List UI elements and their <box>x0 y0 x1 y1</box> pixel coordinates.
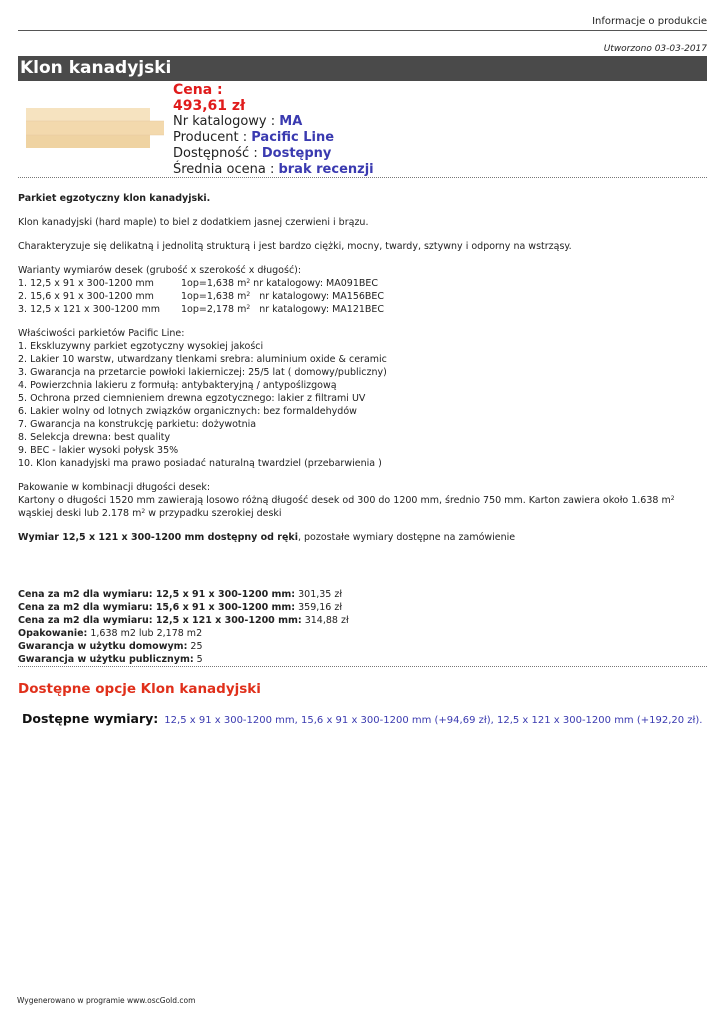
price-list <box>18 588 349 666</box>
variant-cat: nr katalogowy: MA156BEC <box>250 291 385 302</box>
prop-item: 6. Lakier wolny od lotnych związków organicznych: bez formaldehydów <box>18 406 357 417</box>
packing-text <box>18 494 708 520</box>
price-row-value: 314,88 zł <box>301 615 349 626</box>
footer-text: Wygenerowano w programie www.oscGold.com <box>17 996 196 1005</box>
description-p1: Klon kanadyjski (hard maple) to biel z dodatkiem jasnej czerwieni i brązu. <box>18 217 369 228</box>
rating-label: Średnia ocena : <box>173 162 275 177</box>
stock-rest: , pozostałe wymiary dostępne na zamówienie <box>297 532 516 543</box>
created-date: Utworzono 03-03-2017 <box>603 44 707 54</box>
prop-item: 1. Ekskluzywny parkiet egzotyczny wysokiej jakości <box>18 341 264 352</box>
divider-1 <box>18 177 707 178</box>
variant-dim: 1. 12,5 x 91 x 300-1200 mm <box>18 278 154 289</box>
price-row-label: Cena za m2 dla wymiaru: 15,6 x 91 x 300-1200 mm: <box>18 602 296 613</box>
catalog-label: Nr katalogowy : <box>173 114 276 129</box>
price-row <box>18 640 349 653</box>
price-row-label: Cena za m2 dla wymiaru: 12,5 x 121 x 300-1200 mm: <box>18 615 302 626</box>
variant-cat: nr katalogowy: MA121BEC <box>250 304 385 315</box>
availability-row <box>173 146 374 162</box>
price-row-label: Opakowanie: <box>18 628 88 639</box>
availability-value: Dostępny <box>261 146 332 161</box>
variant-cat: nr katalogowy: MA091BEC <box>250 278 379 289</box>
dims-value: 12,5 x 91 x 300-1200 mm, 15,6 x 91 x 300-1200 mm (+94,69 zł), 12,5 x 121 x 300-1200 mm (+192,20 zł). <box>164 715 703 726</box>
price-row-value: 1,638 m2 lub 2,178 m2 <box>87 628 203 639</box>
price-row <box>18 601 349 614</box>
price-row-value: 301,35 zł <box>295 589 343 600</box>
rating-row <box>173 162 374 178</box>
packing-a: Kartony o długości 1520 mm zawierają losowo różną długość desek od 300 do 1200 mm, średnio 750 mm. Karton zawiera około 1.638 m <box>18 495 671 506</box>
stock-bold: Wymiar 12,5 x 121 x 300-1200 mm dostępny od ręki <box>18 532 298 543</box>
props-heading: Właściwości parkietów Pacific Line: <box>18 328 185 339</box>
price-row-label: Cena za m2 dla wymiaru: 12,5 x 91 x 300-1200 mm: <box>18 589 296 600</box>
producer-label: Producent : <box>173 130 248 145</box>
description-p2: Charakteryzuje się delikatną i jednolitą strukturą i jest bardzo ciężki, mocny, twardy, sztywny i odporny na wstrząsy. <box>18 241 572 252</box>
price-row <box>18 627 349 640</box>
price-row-value: 359,16 zł <box>295 602 343 613</box>
description-heading: Parkiet egzotyczny klon kanadyjski. <box>18 193 211 204</box>
options-title: Dostępne opcje Klon kanadyjski <box>18 681 261 697</box>
price-row-value: 5 <box>193 654 203 665</box>
sup: 2 <box>246 304 251 311</box>
prop-item: 8. Selekcja drewna: best quality <box>18 432 171 443</box>
rating-value[interactable]: brak recenzji <box>278 162 374 177</box>
plank-2 <box>26 121 164 135</box>
sup: 2 <box>246 278 251 285</box>
packing-c: w przypadku szerokiej deski <box>145 508 282 519</box>
catalog-value: MA <box>279 114 303 129</box>
price-row <box>18 614 349 627</box>
divider-2 <box>18 666 707 667</box>
section-header: Informacje o produkcie <box>592 16 707 27</box>
product-info <box>173 82 374 178</box>
prop-item: 7. Gwarancja na konstrukcję parkietu: dożywotnia <box>18 419 257 430</box>
packing-heading: Pakowanie w kombinacji długości desek: <box>18 482 211 493</box>
variant-row <box>18 303 708 316</box>
price-row <box>18 653 349 666</box>
plank-1 <box>26 108 150 121</box>
prop-item: 4. Powierzchnia lakieru z formułą: antybakteryjną / antypoślizgową <box>18 380 337 391</box>
price-row-label: Gwarancja w użytku domowym: <box>18 641 188 652</box>
stock-note <box>18 531 708 544</box>
top-divider <box>18 30 707 31</box>
producer-row <box>173 130 374 146</box>
price-row-label: Gwarancja w użytku publicznym: <box>18 654 194 665</box>
price-row-value: 25 <box>187 641 203 652</box>
prop-item: 9. BEC - lakier wysoki połysk 35% <box>18 445 179 456</box>
producer-value[interactable]: Pacific Line <box>251 130 335 145</box>
dims-label: Dostępne wymiary: <box>22 711 159 726</box>
prop-item: 3. Gwarancja na przetarcie powłoki lakierniczej: 25/5 lat ( domowy/publiczny) <box>18 367 387 378</box>
sup: 2 <box>246 291 251 298</box>
available-dimensions <box>22 711 702 726</box>
packing-b: wąskiej deski lub 2.178 m <box>18 508 142 519</box>
variant-row <box>18 290 708 303</box>
variant-op: 1op=1,638 m <box>181 278 247 289</box>
product-description <box>18 192 708 555</box>
price-row <box>18 588 349 601</box>
price-label: Cena : <box>173 82 223 98</box>
product-image <box>26 108 164 148</box>
variants-heading: Warianty wymiarów desek (grubość x szerokość x długość): <box>18 265 302 276</box>
plank-3 <box>26 135 150 148</box>
sup: 2 <box>670 495 675 502</box>
prop-item: 5. Ochrona przed ciemnieniem drewna egzotycznego: lakier z filtrami UV <box>18 393 366 404</box>
variant-dim: 3. 12,5 x 121 x 300-1200 mm <box>18 304 160 315</box>
product-title: Klon kanadyjski <box>18 56 707 81</box>
price-value: 493,61 zł <box>173 98 246 114</box>
variant-row <box>18 277 708 290</box>
sup: 2 <box>141 508 146 515</box>
prop-item: 10. Klon kanadyjski ma prawo posiadać naturalną twardziel (przebarwienia ) <box>18 458 382 469</box>
catalog-row <box>173 114 374 130</box>
availability-label: Dostępność : <box>173 146 258 161</box>
prop-item: 2. Lakier 10 warstw, utwardzany tlenkami srebra: aluminium oxide & ceramic <box>18 354 387 365</box>
variant-dim: 2. 15,6 x 91 x 300-1200 mm <box>18 291 154 302</box>
variant-op: 1op=1,638 m <box>181 291 247 302</box>
variant-op: 1op=2,178 m <box>181 304 247 315</box>
